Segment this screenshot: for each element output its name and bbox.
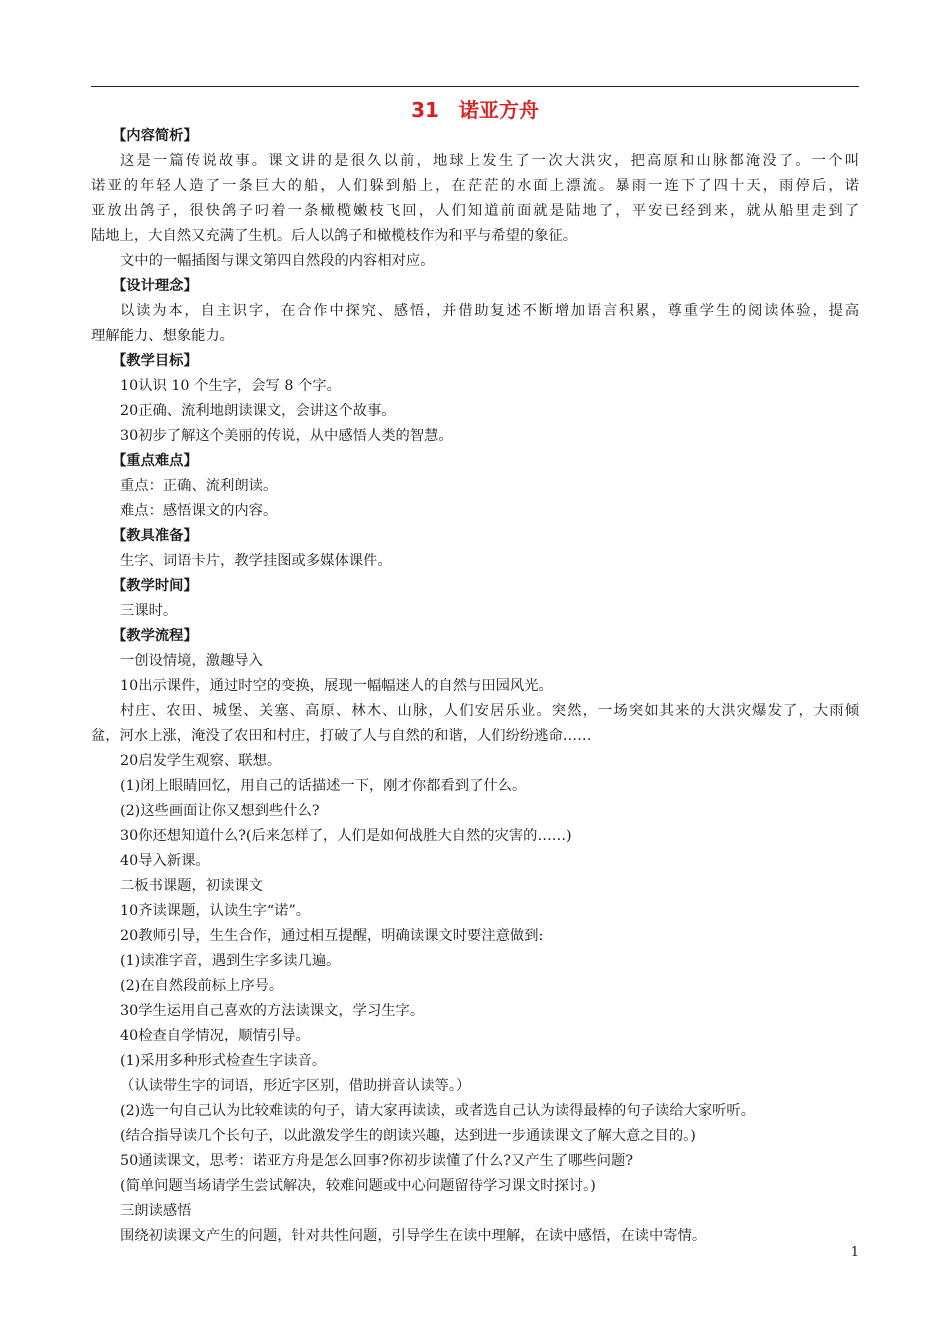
text-line: 生字、词语卡片，教学挂图或多媒体课件。 [120,553,392,569]
text-line: （认读带生字的词语，形近字区别，借助拼音认读等。） [120,1078,471,1094]
section-heading: 【内容简析】 [112,128,198,144]
text-line: 20教师引导，生生合作，通过相互提醒，明确读课文时要注意做到: [120,928,544,944]
header-rule [91,86,859,87]
paragraph-line: 诺亚的年轻人造了一条巨大的船，人们躲到船上，在茫茫的水面上漂流。暴雨一连下了四十天，雨停后，诺 [91,178,859,194]
text-line: (1)读准字音，遇到生字多读几遍。 [120,953,341,969]
section-heading: 【设计理念】 [112,278,198,294]
paragraph-line: 陆地上，大自然又充满了生机。后人以鸽子和橄榄枝作为和平与希望的象征。 [91,228,578,244]
text-line: 文中的一幅插图与课文第四自然段的内容相对应。 [120,253,435,269]
text-line: 10认识 10 个生字，会写 8 个字。 [120,378,341,394]
document-body [91,124,859,1249]
text-line: 围绕初读课文产生的问题，针对共性问题，引导学生在读中理解，在读中感悟，在读中寄情。 [120,1228,707,1244]
section-heading: 【教学流程】 [112,628,198,644]
text-line: 10齐读课题，认读生字“诺”。 [120,903,311,919]
paragraph-line: 盆，河水上涨，淹没了农田和村庄，打破了人与自然的和谐，人们纷纷逃命…… [91,728,592,744]
paragraph-line: 亚放出鸽子，很快鸽子叼着一条橄榄嫩枝飞回，人们知道前面就是陆地了，平安已经到来，就从船里走到了 [91,203,859,219]
text-line: 50通读课文，思考：诺亚方舟是怎么回事?你初步读懂了什么?又产生了哪些问题? [120,1153,633,1169]
text-line: 10出示课件，通过时空的变换，展现一幅幅迷人的自然与田园风光。 [120,678,553,694]
text-line: 三朗读感悟 [120,1203,192,1219]
page-number: 1 [850,1245,859,1260]
section-heading: 【重点难点】 [112,453,198,469]
text-line: 二板书课题，初读课文 [120,878,263,894]
text-line: 20启发学生观察、联想。 [120,753,282,769]
text-line: 难点：感悟课文的内容。 [120,503,278,519]
text-line: 30你还想知道什么?(后来怎样了，人们是如何战胜大自然的灾害的……) [120,828,572,844]
section-heading: 【教学时间】 [112,578,198,594]
lesson-title: 31 诺亚方舟 [411,98,539,122]
section-heading: 【教学目标】 [112,353,198,369]
text-line: 30学生运用自己喜欢的方法读课文，学习生字。 [120,1003,425,1019]
text-line: (2)这些画面让你又想到些什么? [120,803,320,819]
section-heading: 【教具准备】 [112,528,198,544]
text-line: 重点：正确、流利朗读。 [120,478,278,494]
text-line: (1)闭上眼睛回忆，用自己的话描述一下，刚才你都看到了什么。 [120,778,527,794]
text-line: 30初步了解这个美丽的传说，从中感悟人类的智慧。 [120,428,453,444]
text-line: (2)在自然段前标上序号。 [120,978,284,994]
paragraph-line: 理解能力、想象能力。 [91,328,234,344]
text-line: (简单问题当场请学生尝试解决，较难问题或中心问题留待学习课文时探讨。) [120,1178,596,1194]
text-line: 40导入新课。 [120,853,210,869]
text-line: (结合指导读几个长句子，以此激发学生的朗读兴趣，达到进一步通读课文了解大意之目的。) [120,1128,696,1144]
text-line: (2)选一句自己认为比较难读的句子，请大家再读读，或者选自己认为读得最棒的句子读给大家听听。 [120,1103,756,1119]
text-line: 20正确、流利地朗读课文，会讲这个故事。 [120,403,396,419]
paragraph-line: 以读为本，自主识字，在合作中探究、感悟，并借助复述不断增加语言积累，尊重学生的阅读体验，提高 [120,303,859,319]
text-line: 40检查自学情况，顺情引导。 [120,1028,310,1044]
paragraph-line: 村庄、农田、城堡、关塞、高原、林木、山脉，人们安居乐业。突然，一场突如其来的大洪灾爆发了，大雨倾 [120,703,859,719]
paragraph-line: 这是一篇传说故事。课文讲的是很久以前，地球上发生了一次大洪灾，把高原和山脉都淹没了。一个叫 [120,153,859,169]
text-line: (1)采用多种形式检查生字读音。 [120,1053,327,1069]
text-line: 三课时。 [120,603,178,619]
text-line: 一创设情境，激趣导入 [120,653,263,669]
